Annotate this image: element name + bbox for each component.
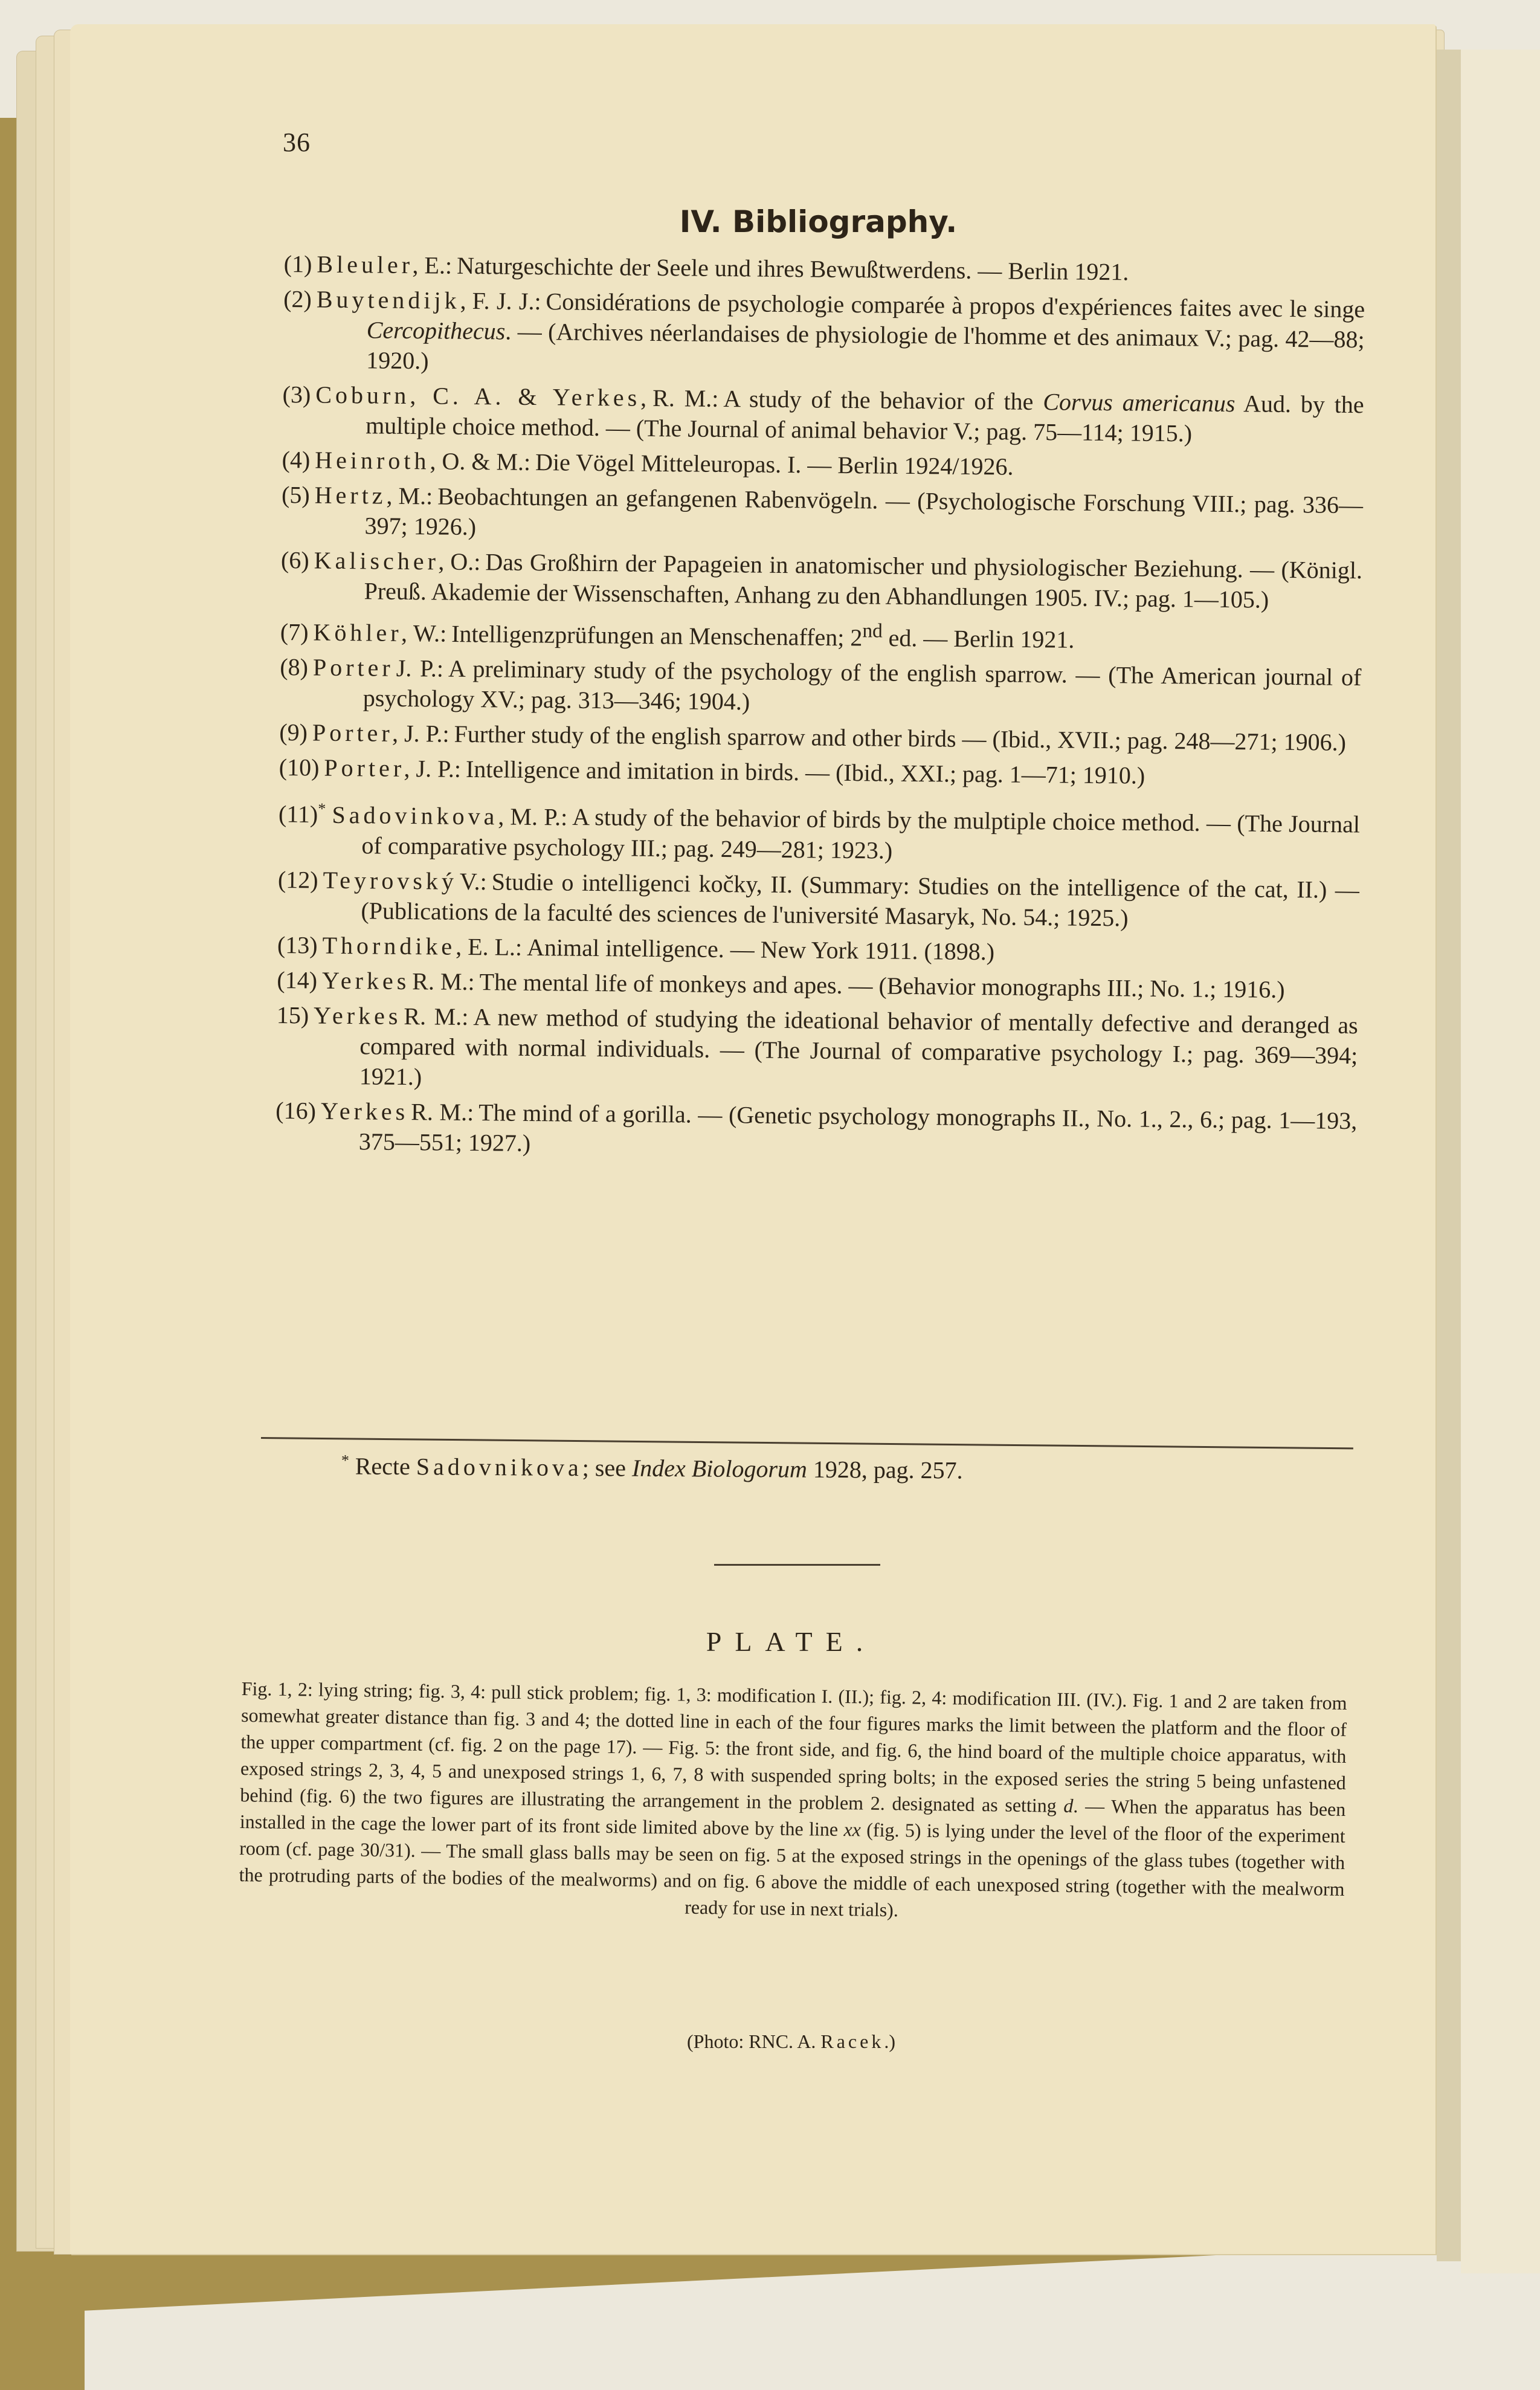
entry-initials: W.: xyxy=(413,619,447,647)
entry-initials: M.: xyxy=(398,482,433,510)
bibliography-entry xyxy=(276,1000,1358,1101)
footnote-italic-title: Index Biologorum xyxy=(631,1454,808,1483)
bibliography-entry xyxy=(281,480,1363,551)
entry-number: (14) xyxy=(277,966,318,994)
entry-author: Yerkes xyxy=(313,1001,402,1030)
entry-author: Köhler, xyxy=(313,618,411,647)
entry-initials: V.: xyxy=(459,867,487,895)
entry-number: (5) xyxy=(281,480,310,509)
entry-text: Intelligenzprüfungen an Menschenaffen; 2 xyxy=(451,620,863,651)
entry-text: Beobachtungen an gefangenen Rabenvögeln. — (Psychologische Forschung VIII.; pag. 336—397; 1926.) xyxy=(364,482,1364,541)
entry-initials: F. J. J.: xyxy=(472,286,541,315)
entry-initials: O.: xyxy=(450,547,481,576)
entry-number: (6) xyxy=(280,546,309,574)
entry-italic-taxon: Corvus americanus xyxy=(1043,388,1236,418)
entry-text: ed. — Berlin 1921. xyxy=(882,624,1075,653)
bibliography-entry xyxy=(278,793,1360,870)
entry-number: (11) xyxy=(278,800,318,828)
entry-text: Studie o intelligenci kočky, II. (Summary: Studies on the intelligence of the cat, II.) — (Publications de la faculté des sciences de l'université Masaryk, No. 54.; 1925.) xyxy=(361,868,1360,932)
entry-text: Intelligence and imitation in birds. — (Ibid., XXI.; pag. 1—71; 1910.) xyxy=(465,755,1145,790)
photo-credit-suffix: .) xyxy=(884,2030,895,2052)
entry-text: Das Großhirn der Papageien in anatomischer und physiologischer Beziehung. — (Königl. Preuß. Akademie der Wissenschaften, Anhang zu den Abhandlungen 1905. IV.; pag. 1—105.) xyxy=(364,548,1363,613)
plate-caption xyxy=(239,1675,1347,1929)
entry-italic-taxon: Cercopithecus xyxy=(366,316,506,345)
entry-author: Porter xyxy=(312,653,394,682)
entry-text: Naturgeschichte der Seele und ihres Bewußtwerdens. — Berlin 1921. xyxy=(456,251,1129,286)
entry-text: Aud. by the multiple choice method. — (The Journal of animal behavior V.; pag. 75—114; 1915.) xyxy=(365,390,1364,447)
entry-initials: R. M.: xyxy=(652,384,719,412)
entry-text: A study of the behavior of the xyxy=(723,384,1043,416)
bibliography-entry xyxy=(277,865,1359,935)
bibliography-entry xyxy=(279,717,1361,758)
entry-author: Coburn, C. A. & Yerkes, xyxy=(315,381,651,412)
entry-initials: J. P.: xyxy=(396,654,444,682)
entry-author: Kalischer, xyxy=(314,546,448,575)
entry-initials: R. M.: xyxy=(404,1002,469,1030)
entry-number: (13) xyxy=(277,931,318,959)
footnote-suffix: 1928, pag. 257. xyxy=(813,1455,963,1484)
entry-text: Animal intelligence. — New York 1911. (1898.) xyxy=(526,933,995,965)
entry-text: The mind of a gorilla. — (Genetic psychology monographs II., No. 1., 2., 6.; pag. 1—193, 375—551; 1927.) xyxy=(358,1098,1358,1157)
entry-number: (7) xyxy=(280,618,309,646)
entry-text: A study of the behavior of birds by the mulptiple choice method. — (The Journal of comparative psychology III.; pag. 249—281; 1923.) xyxy=(361,803,1361,864)
footnote xyxy=(341,1452,963,1485)
entry-author: Porter, xyxy=(324,754,414,783)
entry-author: Porter, xyxy=(312,719,402,748)
entry-author: Teyrovský xyxy=(323,866,458,895)
entry-initials: J. P.: xyxy=(404,720,449,748)
entry-text: Further study of the english sparrow and other birds — (Ibid., XVII.; pag. 248—271; 1906.) xyxy=(454,720,1347,757)
entry-number: (1) xyxy=(283,250,312,278)
entry-number: (2) xyxy=(283,285,312,313)
entry-initials: E. L.: xyxy=(467,932,523,961)
bibliography-entry xyxy=(277,930,1359,971)
footnote-divider xyxy=(261,1437,1353,1449)
entry-initials: R. M.: xyxy=(411,1097,474,1126)
entry-initials: J. P.: xyxy=(416,755,462,783)
entry-text: Considérations de psychologie comparée à propos d'expériences faites avec le singe xyxy=(546,288,1365,323)
entry-initials: R. M.: xyxy=(412,967,475,995)
entry-author: Heinroth, xyxy=(315,446,440,475)
entry-author: Buytendijk, xyxy=(316,285,470,314)
entry-author: Yerkes xyxy=(321,966,410,995)
bibliography-entry xyxy=(275,1096,1358,1166)
plate-caption-italic: d xyxy=(1063,1794,1074,1817)
photo-credit-prefix: (Photo: xyxy=(687,2030,744,2052)
entry-text: A preliminary study of the psychology of the english sparrow. — (The American journal of psychology XV.; pag. 313—346; 1904.) xyxy=(362,654,1362,715)
bibliography-entry xyxy=(282,445,1363,485)
entry-number: (10) xyxy=(279,754,320,781)
photo-credit xyxy=(0,2030,1540,2053)
bibliography-entry xyxy=(282,379,1364,450)
entry-number: (3) xyxy=(282,380,311,409)
section-title: IV. Bibliography. xyxy=(679,204,958,239)
plate-title: PLATE. xyxy=(706,1626,877,1657)
entry-text: The mental life of monkeys and apes. — (Behavior monographs III.; No. 1.; 1916.) xyxy=(479,967,1285,1003)
entry-initials: E.: xyxy=(424,251,453,279)
entry-number: (12) xyxy=(277,865,318,894)
photo-credit-name: Racek xyxy=(820,2030,884,2052)
entry-superscript: nd xyxy=(862,619,883,642)
bibliography-entry xyxy=(283,284,1365,385)
entry-number: (8) xyxy=(280,653,309,681)
entry-text: . — (Archives néerlandaises de physiologie de l'homme et des animaux V.; pag. 42—88; 1920.) xyxy=(366,317,1365,375)
entry-initials: O. & M.: xyxy=(442,447,531,476)
footnote-prefix: Recte xyxy=(355,1452,411,1481)
page-number: 36 xyxy=(283,128,311,157)
entry-author: Yerkes xyxy=(320,1097,409,1125)
entry-number: (9) xyxy=(279,719,308,746)
entry-text: A new method of studying the ideational behavior of mentally defective and deranged as compared with normal individuals. — (The Journal of comparative psychology I.; pag. 369—394; 1921.) xyxy=(359,1003,1358,1090)
bibliography-entry xyxy=(280,545,1362,616)
bibliography-entry xyxy=(279,752,1361,793)
entry-number: (4) xyxy=(282,445,311,474)
entry-initials: M. P.: xyxy=(510,803,568,831)
footnote-marker: * xyxy=(318,799,326,818)
entry-number: (16) xyxy=(275,1096,317,1125)
footnote-marker: * xyxy=(341,1452,349,1470)
footnote-name: Sadovnikova xyxy=(416,1453,582,1482)
bibliography-entry xyxy=(277,965,1358,1006)
bibliography-entry xyxy=(280,610,1362,658)
entry-author: Hertz, xyxy=(314,481,396,509)
bibliography-entry xyxy=(284,249,1365,289)
footnote-middle: ; see xyxy=(582,1454,627,1482)
bibliography-list xyxy=(275,249,1365,1171)
plate-caption-text: (fig. 5) is lying under the level of the floor of the experiment room (cf. page 30/31). — The small glass balls may be seen on fig. 5 at the exposed strings in the openings of the glass tubes (together with the protruding parts of the bodies of the mealworms) and on fig. 6 above the middle of each unexposed string (together with the mealworm ready for use in next trials). xyxy=(239,1818,1345,1921)
plate-caption-text: Fig. 1, 2: lying string; fig. 3, 4: pull stick problem; fig. 1, 3: modification I. (II.); fig. 2, 4: modification III. (IV.). Fig. 1 and 2 are taken from somewhat greater distance than fig. 3 and 4; the dotted line in each of the four figures marks the limit between the platform and the floor of the upper compartment (cf. fig. 2 on the page 17). — Fig. 5: the front side, and fig. 6, the hind board of the multiple choice apparatus, with exposed strings 2, 3, 4, 5 and unexposed strings 1, 6, 7, 8 with suspended spring bolts; in the exposed series the string 5 being unfastened behind (fig. 6) the two figures are illustrating the arrangement in the problem 2. designated as setting xyxy=(240,1677,1347,1817)
section-divider xyxy=(714,1564,880,1566)
entry-author: Thorndike, xyxy=(322,931,466,960)
entry-number: 15) xyxy=(276,1001,309,1029)
photo-credit-title: RNC. A. xyxy=(749,2030,816,2052)
entry-author: Sadovinkova, xyxy=(332,801,508,830)
entry-author: Bleuler, xyxy=(317,250,422,279)
plate-caption-italic: xx xyxy=(843,1818,862,1841)
plate-caption-text: . — When the apparatus has been installed in the cage the lower part of its front side limited above by the line xyxy=(239,1795,1346,1841)
entry-text: Die Vögel Mitteleuropas. I. — Berlin 1924/1926. xyxy=(535,448,1014,480)
bibliography-entry xyxy=(280,652,1362,723)
